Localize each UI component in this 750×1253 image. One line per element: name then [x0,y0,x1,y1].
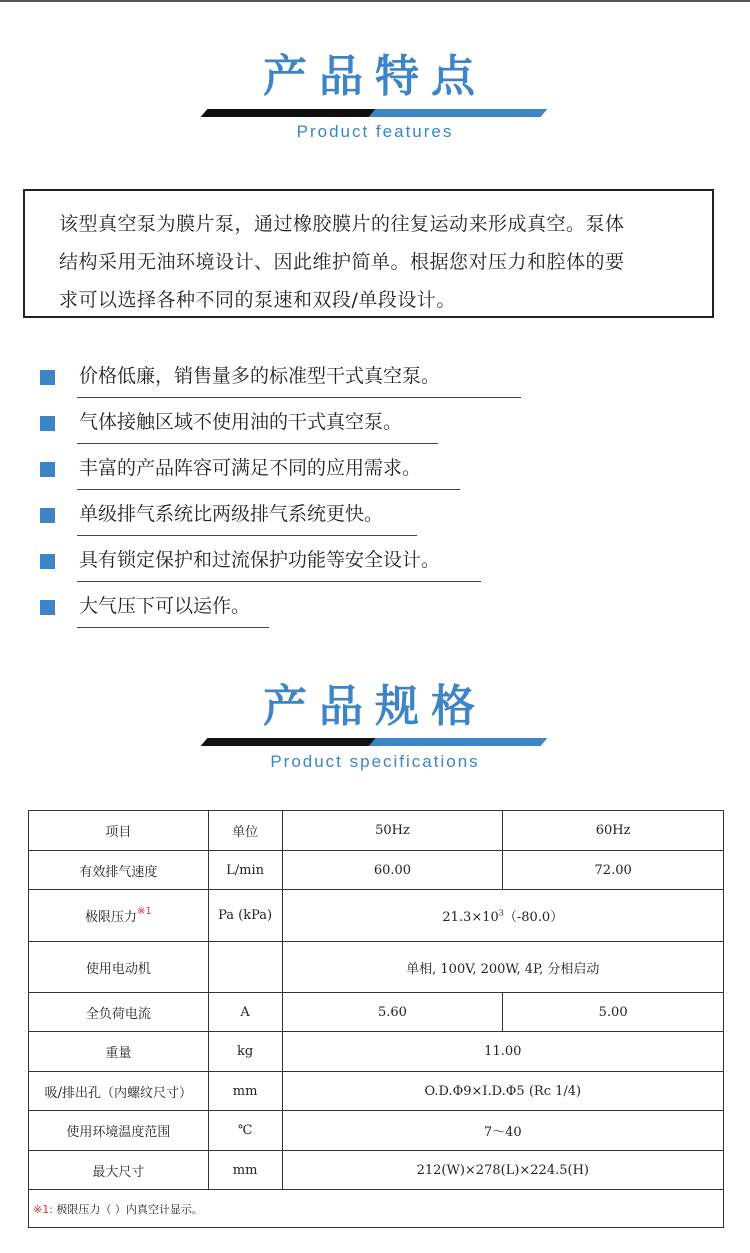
table-row [29,1072,724,1111]
header-50hz: 50Hz [282,811,503,851]
bullet-square-icon [40,462,55,477]
table-row [29,890,724,942]
row-value-50: 60.00 [282,851,503,890]
feature-text: 价格低廉，销售量多的标准型干式真空泵。 [79,365,441,387]
row-value-50: 5.60 [282,993,503,1032]
row-unit: mm [208,1072,282,1111]
feature-underline [77,535,417,536]
bullet-square-icon [40,370,55,385]
value-exponent: 3 [498,908,504,918]
bullet-square-icon [40,416,55,431]
row-unit: ℃ [208,1111,282,1151]
feature-text: 丰富的产品阵容可满足不同的应用需求。 [79,457,422,479]
row-value: 212(W)×278(L)×224.5(H) [282,1151,723,1190]
feature-text: 气体接触区域不使用油的干式真空泵。 [79,411,403,433]
bullet-square-icon [40,508,55,523]
intro-text [59,205,699,319]
row-unit: mm [208,1151,282,1190]
title-bar-blue [369,109,548,117]
row-unit: L/min [208,851,282,890]
feature-text: 大气压下可以运作。 [79,595,251,617]
table-row [29,851,724,890]
value-base: 21.3×10 [442,910,499,925]
specs-title: 产品规格 [263,681,487,732]
title-bar-dark [201,738,380,746]
row-label: 使用电动机 [29,942,209,993]
title-bar-dark [201,109,380,117]
row-value [282,890,723,942]
note-text: 极限压力（ ）内真空计显示。 [56,1202,203,1216]
row-value: 7～40 [282,1111,723,1151]
feature-text: 具有锁定保护和过流保护功能等安全设计。 [79,549,441,571]
table-row [29,993,724,1032]
table-row [29,1151,724,1190]
feature-underline [77,489,460,490]
features-title: 产品特点 [263,51,487,102]
intro-box [23,189,714,318]
features-subtitle: Product features [296,122,454,141]
row-label-text: 极限压力 [84,910,137,925]
feature-underline [77,397,521,398]
features-section-header [0,52,750,102]
intro-line: 结构采用无油环境设计、因此维护简单。根据您对压力和腔体的要 [59,251,625,273]
row-unit [208,942,282,993]
row-unit: A [208,993,282,1032]
table-row [29,1032,724,1072]
row-value-60: 5.00 [503,993,724,1032]
table-row [29,942,724,993]
title-bar-blue [369,738,548,746]
spec-table [28,810,724,1228]
value-tail: （-80.0） [503,910,564,925]
row-label: 吸/排出孔（内螺纹尺寸） [29,1072,209,1111]
top-border [0,0,750,2]
table-header-row [29,811,724,851]
row-unit: kg [208,1032,282,1072]
row-label: 有效排气速度 [29,851,209,890]
row-label [29,890,209,942]
feature-text: 单级排气系统比两级排气系统更快。 [79,503,384,525]
header-60hz: 60Hz [503,811,724,851]
row-label: 重量 [29,1032,209,1072]
note-mark: ※1 [136,906,152,917]
bullet-square-icon [40,600,55,615]
row-value: 单相, 100V, 200W, 4P, 分相启动 [282,942,723,993]
table-row [29,1111,724,1151]
feature-underline [77,581,481,582]
feature-underline [77,443,438,444]
table-note-row [29,1190,724,1228]
feature-underline [77,627,269,628]
intro-line: 求可以选择各种不同的泵速和双段/单段设计。 [59,289,456,311]
header-item: 项目 [29,811,209,851]
row-label: 最大尺寸 [29,1151,209,1190]
table-note [29,1190,724,1228]
row-value-60: 72.00 [503,851,724,890]
bullet-square-icon [40,554,55,569]
row-label: 全负荷电流 [29,993,209,1032]
specs-subtitle: Product specifications [270,752,480,771]
row-value: O.D.Φ9×I.D.Φ5 (Rc 1/4) [282,1072,723,1111]
row-value: 11.00 [282,1032,723,1072]
specs-section-header [0,682,750,732]
note-prefix: ※1: [33,1202,53,1216]
intro-line: 该型真空泵为膜片泵，通过橡胶膜片的往复运动来形成真空。泵体 [59,213,625,235]
row-unit: Pa (kPa) [208,890,282,942]
header-unit: 单位 [208,811,282,851]
row-label: 使用环境温度范围 [29,1111,209,1151]
